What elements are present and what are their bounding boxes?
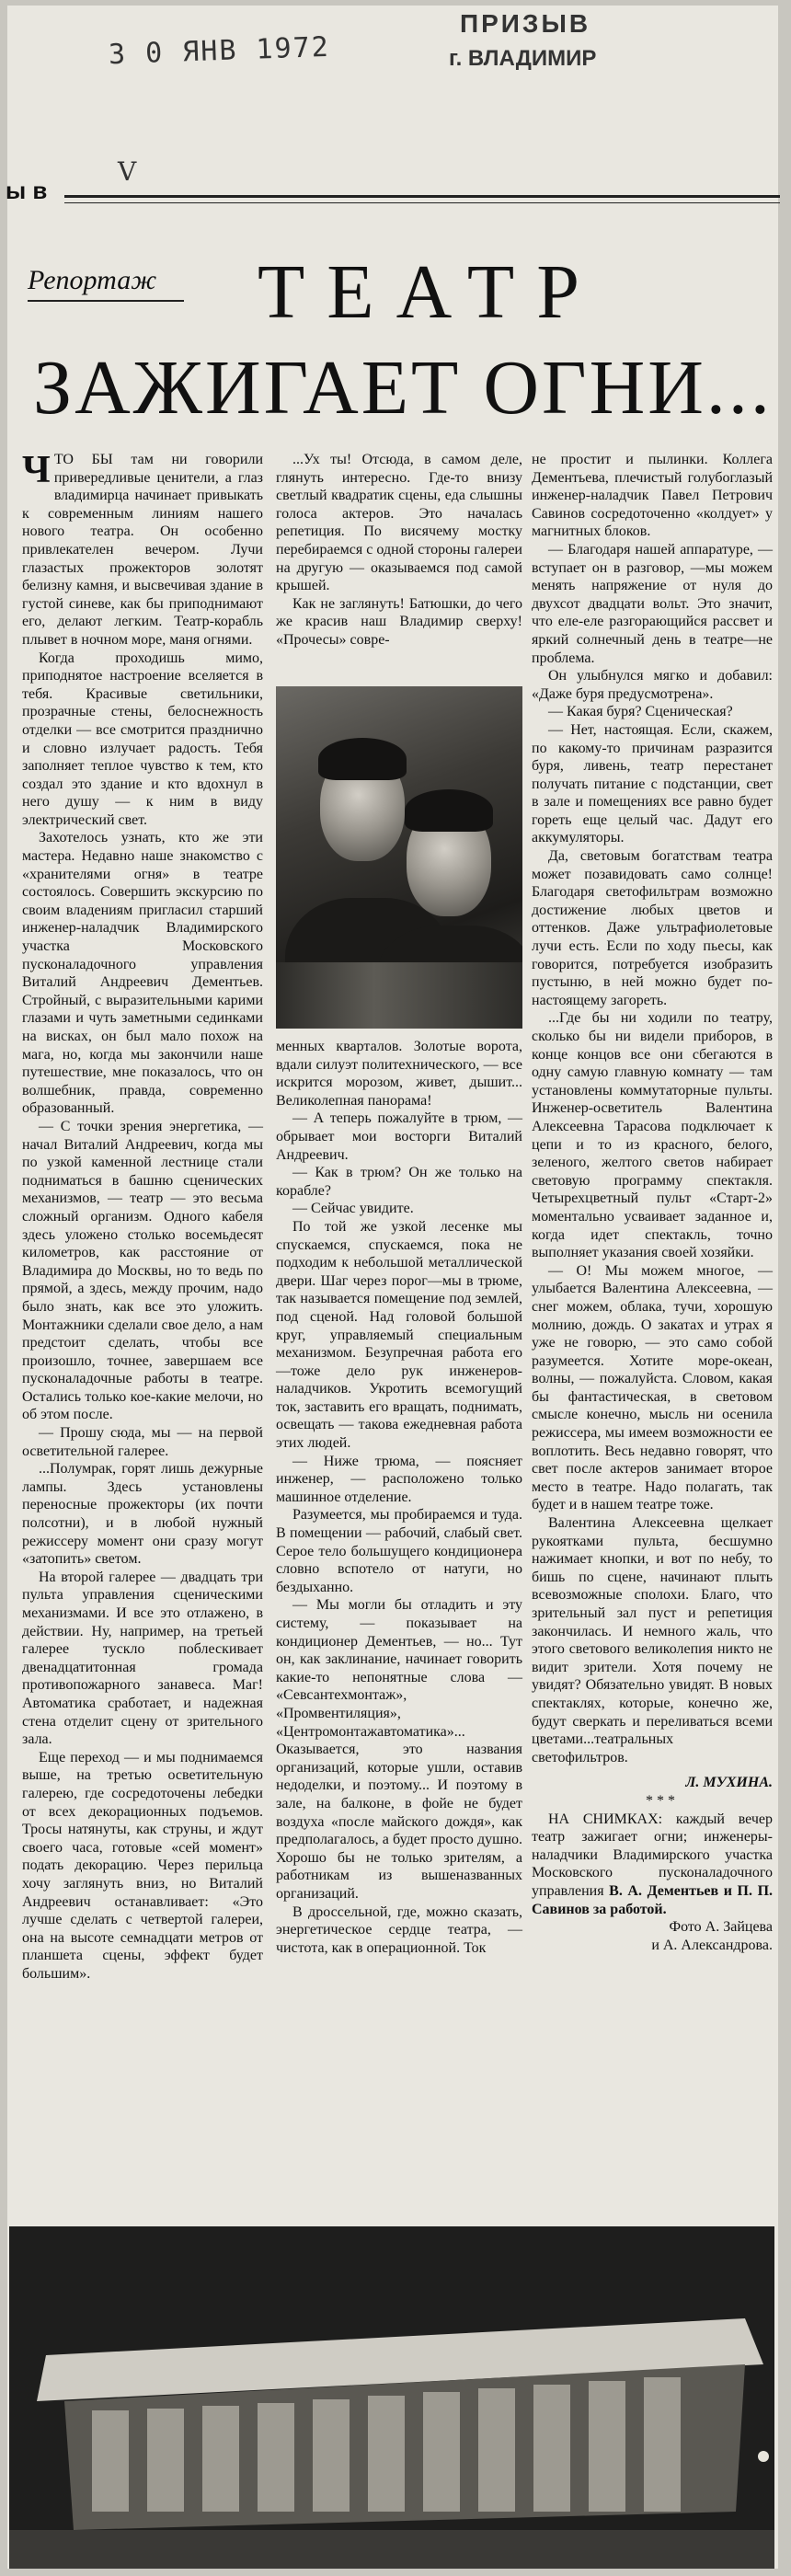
paragraph: менных кварталов. Золотые ворота, вдали силуэт политехнического, — все искрится морозом, живет, дышит... Великолепная панорама!: [276, 1039, 522, 1109]
ground: [9, 2530, 774, 2569]
article-column-3: [532, 451, 773, 1954]
caption-label: НА СНИМКАХ:: [548, 1811, 663, 1827]
paragraph: Валентина Алексеевна щелкает рукоятками пульта, бесшумно нажимает кнопки, и вот по небу, то бишь по сцене, начинают плыть всевозможные сполохи. Благо, что зрительный зал пуст и репетиция закончилась. И немного жаль, что этого светового великолепия никто не видит зрители. Хотя почему не увидят? Обязательно увидят. В новых спектаклях, которые, конечно же, будут сверкать и переливаться всеми цветами...театральных светофильтров.: [532, 1515, 773, 1765]
newspaper-name-stamp: ПРИЗЫВ: [460, 9, 591, 38]
control-panel: [276, 962, 522, 1029]
paragraph: — Ниже трюма, — поясняет инженер, — расположено только машинное отделение.: [276, 1453, 522, 1505]
previous-article-fragment: ы в: [6, 177, 48, 204]
paragraph: ...Ух ты! Отсюда, в самом деле, глянуть интересно. Где-то внизу светлый квадратик сцены, еда слышны голоса актеров. Это началась репетиция. По висячему мостку перебираемся с одной стороны галереи на другую — оказываемся под самой крышей.: [276, 452, 522, 594]
paragraph: — Нет, настоящая. Если, скажем, по какому-то причинам разразится буря, ливень, театр перестанет получать питание с подстанции, свет в зале и помещениях все равно будет гореть еще целый час. Дадут его аккумуляторы.: [532, 721, 773, 846]
paragraph: — Как в трюм? Он же только на корабле?: [276, 1165, 522, 1199]
paragraph: На второй галерее — двадцать три пульта управления сценическими механизмами. И все это отлажено, в действии. Ну, например, на третьей галерее тускло поблескивает двенадцатитонная громада противопожарного занавеса. Маг! Автоматика сработает, и надежная стена отделит сцену от зрительного зала.: [22, 1569, 263, 1748]
article-column-2-bottom: [276, 1038, 522, 1957]
paragraph: Разумеется, мы пробираемся и туда. В помещении — рабочий, слабый свет. Серое тело большущего кондиционера словно вспотело от натуги, но бездыханно.: [276, 1507, 522, 1595]
rubric-underline: [28, 300, 184, 302]
rubric-label: Репортаж: [28, 265, 157, 295]
date-stamp: 3 0 ЯНВ 1972: [108, 30, 331, 72]
photo-caption: [532, 1811, 773, 1919]
engineer-1-hair: [318, 738, 407, 780]
article-column-2-top: [276, 451, 522, 650]
photo-credit-2: и А. Александрова.: [651, 1937, 773, 1953]
paragraph: Он улыбнулся мягко и добавил: «Даже буря предусмотрена».: [532, 668, 773, 702]
paragraph: По той же узкой лесенке мы спускаемся, спускаемся, пока не подходим к небольшой металлической двери. Шаг через порог—мы в трюме, так называется помещение под землей, под сценой. Над головой большой круг, управляемый специальным механизмом. Безупречная работа его —тоже дело рук инженеров-наладчиков. Укротить всемогущий ток, заставить его вращать, поднимать, освещать — такова ежедневная работа этих людей.: [276, 1218, 522, 1452]
caption-text: каждый вечер театр зажигает огни; инженеры-наладчики Владимирского участка Московского пусконаладочного управления: [532, 1811, 773, 1899]
paragraph: не простит и пылинки. Коллега Дементьева, плечистый голубоглазый инженер-наладчик Павел Петрович Савинов сосредоточенно «колдует» у магнитных блоков.: [532, 452, 773, 540]
engineer-2-hair: [405, 789, 493, 832]
drop-cap: Ч: [22, 449, 51, 491]
street-lamp-icon: [758, 2451, 769, 2462]
paragraph: Да, световым богатствам театра может позавидовать само солнце! Благодаря светофильтрам возможно достижение любых цветов и оттенков. Даже ультрафиолетовые лучи есть. Если по ходу пьесы, как говорится, потребуется изобразить пустыню, в ней можно будет по-настоящему загореть.: [532, 848, 773, 1008]
paragraph: Захотелось узнать, кто же эти мастера. Недавно наше знакомство с «хранителями огня» в театре состоялось. Совершить экскурсию по своим владениям пригласил старший инженер-наладчик Владимирского участка Московского пусконаладочного управления Виталий Андреевич Дементьев. Стройный, с выразительными карими глазами и чуть заметными сединками на висках, он был мало похож на мага, но, когда мы закончили наше путешествие, мне показалось, что он волшебник, правда, современно образованный.: [22, 830, 263, 1117]
paragraph: — Какая буря? Сценическая?: [548, 704, 733, 720]
paragraph: — А теперь пожалуйте в трюм, — обрывает мои восторги Виталий Андреевич.: [276, 1110, 522, 1163]
paragraph: — Мы могли бы отладить и эту систему, — показывает на кондиционер Дементьев, — но... Тут он, как заклинание, начинает говорить какие-то непонятные слова — «Севсантехмонтаж», «Промвентиляция», «Центромонтажавтоматика»... Оказывается, это названия организаций, которые ушли, оставив недоделки, и поэтому... И поэтому в зале, на балконе, в фойе не будет воздуха «после майского дождя», как предполагалось, а будет просто душно. Хорошо бы не только зрителям, а работникам из вышеназванных организаций.: [276, 1597, 522, 1902]
caption-names: В. А. Дементьев и П. П. Савинов за работой.: [532, 1882, 774, 1917]
theatre-building-illustration: [9, 2226, 774, 2569]
newspaper-city-stamp: г. ВЛАДИМИР: [449, 46, 597, 71]
paragraph: ТО БЫ там ни говорили привередливые ценители, а глаз владимирца начинает привыкать к современным линиям нашего нового театра. Он особенно привлекателен вечером. Лучи глазастых прожекторов золотят белизну камня, и высвечивая здание в густой синеве, как бы приподнимают его, делают легким. Театр-корабль плывет в ночном море, маня огнями.: [22, 452, 263, 648]
theatre-night-photo: [9, 2226, 774, 2569]
top-rule-thin: [64, 202, 780, 203]
paragraph: — Прошу сюда, мы — на первой осветительной галерее.: [22, 1425, 263, 1459]
paragraph: Когда проходишь мимо, приподнятое настроение вселяется в тебя. Красивые светильники, прозрачные стены, белоснежность отделки — все смотрится празднично и словно излучает радость. Тебя заполняет теплое чувство к тем, кто создал это здание и кто вдохнул в него душу — к ним в виду электрический свет.: [22, 650, 263, 828]
separator-stars: * * *: [646, 1792, 675, 1809]
headline-line-1: ТЕАТР: [258, 249, 602, 335]
paragraph: — С точки зрения энергетика, — начал Виталий Андреевич, когда мы по узкой каменной лестнице стали подниматься в башню сценических механизмов, — театр — это весьма сложный организм. Одного кабеля здесь уложено столько восемьдесят километров, как расстояние от Владимира до Москвы, но то ведь по прямой, а здесь, между прочим, надо было знать, как все это уложить. Монтажники сделали свое дело, а нам предстоит сделать, чтобы все произошло, точнее, завершаем все пусконаладочные работы в театре. Остались только кое-какие мелочи, но об этом после.: [22, 1118, 263, 1423]
paragraph: В дроссельной, где, можно сказать, энергетическое сердце театра, — чистота, как в операционной. Ток: [276, 1903, 522, 1956]
paragraph: ...Где бы ни ходили по театру, сколько бы ни видели приборов, в конце концов все они сбегаются в одну самую главную комнату — там установлены коммутаторные пульты. Инженер-осветитель Валентина Алексеевна Тарасова подключает к цепи и то из красного, белого, зеленого, желтого светов набирает световую программу спектакля. Четырехцветный пульт «Старт-2» моментально усваивает заданное и, когда идет спектакль, точно выполняет указания своей хозяйки.: [532, 1010, 773, 1261]
paragraph: — Благодаря нашей аппаратуре, — вступает он в разговор, —мы можем менять напряжение от нуля до двухсот двадцати вольт. Это значит, что еле-еле разгорающийся рассвет и яркий солнечный день в театре—не проблема.: [532, 541, 773, 666]
paragraph: ...Полумрак, горят лишь дежурные лампы. Здесь установлены переносные прожекторы (их почти полсотни), и в любой нужный режиссеру момент они сразу могут «затопить» светом.: [22, 1461, 263, 1568]
paragraph: — Сейчас увидите.: [292, 1201, 414, 1217]
engineers-photo: [276, 686, 522, 1029]
author-signature: Л. МУХИНА.: [685, 1775, 773, 1791]
paragraph: Как не заглянуть! Батюшки, до чего же красив наш Владимир сверху! «Прочесы» совре-: [276, 595, 522, 648]
top-rule: [64, 195, 780, 198]
article-column-1: [22, 451, 263, 1983]
paragraph: — О! Мы можем многое, — улыбается Валентина Алексеевна, — снег можем, облака, тучи, хорошую молнию, дождь. О закатах и утрах я уже не говорю, — это само собой разумеется. Хотите море-океан, волны, — пожалуйста. Словом, какая бы фантастическая, в световом смысле конечно, мысль ни осенила режиссера, мы имеем возможности ее воплотить. Весь недавно говорят, что свет после актеров занимает второе место в театре. Надо полагать, так будет и в нашем театре тоже.: [532, 1262, 773, 1513]
photo-credit-1: Фото А. Зайцева: [669, 1919, 773, 1936]
headline-line-2: ЗАЖИГАЕТ ОГНИ...: [33, 345, 773, 431]
margin-mark: V: [118, 156, 137, 187]
paragraph: Еще переход — и мы поднимаемся выше, на третью осветительную галерею, где сосредоточены лебедки от всех декорационных подъемов. Тросы натянуты, как струны, и ждут своего часа, готовые «сей момент» подать декорацию. Через перильца хочу заглянуть вниз, но Виталий Андреевич останавливает: «Это лучше сделать с четвертой галереи, она на высоте семнадцати метров от планшета сцены, эффект будет большим».: [22, 1749, 263, 1982]
